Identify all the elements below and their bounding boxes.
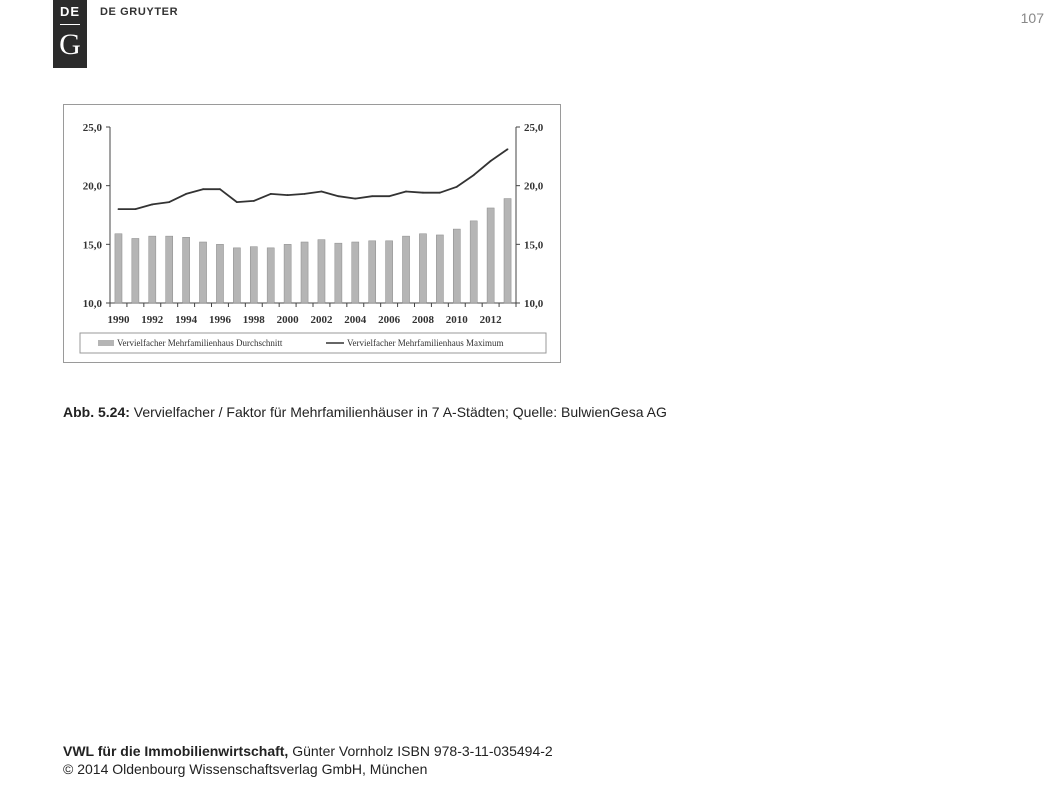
x-tick-label: 2000	[276, 314, 299, 326]
bar-2002	[318, 240, 325, 303]
line-point-2011	[473, 174, 475, 176]
copyright: © 2014 Oldenbourg Wissenschaftsverlag GmbH, München	[63, 761, 428, 777]
x-tick-label: 1994	[175, 314, 198, 326]
bar-1995	[199, 242, 206, 303]
caption-label: Abb. 5.24:	[63, 404, 130, 420]
line-point-2007	[405, 191, 407, 193]
bar-2011	[470, 221, 477, 303]
bar-1990	[115, 234, 122, 303]
chart-container	[63, 104, 561, 363]
legend-label-durchschnitt: Vervielfacher Mehrfamilienhaus Durchschnitt	[117, 338, 283, 348]
line-series-maximum	[119, 149, 508, 209]
bar-2000	[284, 244, 291, 303]
line-point-1996	[219, 188, 221, 190]
footer	[63, 742, 553, 778]
x-tick-label: 2002	[310, 314, 333, 326]
y-tick-label-left: 25,0	[82, 122, 102, 134]
logo-rule	[60, 24, 80, 25]
y-tick-label-right: 10,0	[524, 298, 544, 310]
publisher-name: DE GRUYTER	[100, 6, 179, 18]
line-point-2010	[456, 186, 458, 188]
line-point-1991	[134, 208, 136, 210]
book-info: Günter Vornholz ISBN 978-3-11-035494-2	[292, 743, 553, 759]
bar-2006	[386, 241, 393, 303]
x-tick-label: 2012	[479, 314, 502, 326]
bar-1998	[250, 247, 257, 303]
bar-1991	[132, 238, 139, 303]
y-tick-label-right: 25,0	[524, 122, 544, 134]
y-tick-label-right: 15,0	[524, 239, 544, 252]
legend-label-maximum: Vervielfacher Mehrfamilienhaus Maximum	[347, 338, 504, 348]
bar-1992	[149, 236, 156, 303]
bar-2012	[487, 208, 494, 303]
y-tick-label-left: 10,0	[82, 298, 102, 310]
logo-de: DE	[59, 4, 81, 19]
line-point-2002	[321, 191, 323, 193]
x-tick-label: 1998	[242, 314, 265, 326]
line-point-2009	[439, 192, 441, 194]
line-point-2006	[388, 195, 390, 197]
line-point-1994	[185, 193, 187, 195]
bar-2003	[335, 243, 342, 303]
x-tick-label: 1996	[208, 314, 231, 326]
y-tick-label-left: 20,0	[82, 180, 102, 193]
bar-2008	[419, 234, 426, 303]
chart	[64, 105, 560, 362]
line-point-1995	[202, 188, 204, 190]
line-point-1993	[168, 201, 170, 203]
line-point-1992	[151, 204, 153, 206]
line-point-2001	[304, 193, 306, 195]
publisher-logo	[53, 0, 87, 68]
bar-2001	[301, 242, 308, 303]
line-point-1998	[253, 200, 255, 202]
caption-text: Vervielfacher / Faktor für Mehrfamilienhäuser in 7 A-Städten; Quelle: BulwienGesa AG	[133, 404, 667, 420]
x-tick-label: 2008	[411, 314, 434, 326]
x-tick-label: 2010	[445, 314, 468, 326]
line-point-2003	[337, 195, 339, 197]
bar-1997	[233, 248, 240, 303]
bar-2009	[436, 235, 443, 303]
figure-caption	[63, 404, 667, 420]
bar-2013	[504, 199, 511, 303]
line-point-1990	[118, 208, 120, 210]
bar-2007	[402, 236, 409, 303]
bar-2005	[369, 241, 376, 303]
line-point-1997	[236, 201, 238, 203]
line-point-2000	[287, 194, 289, 196]
book-title: VWL für die Immobilienwirtschaft,	[63, 743, 289, 759]
bar-1999	[267, 248, 274, 303]
line-point-2004	[354, 198, 356, 200]
line-point-2012	[490, 160, 492, 162]
bar-1994	[183, 237, 190, 303]
footer-line-1	[63, 742, 553, 760]
y-tick-label-right: 20,0	[524, 180, 544, 193]
line-point-2013	[507, 148, 509, 150]
legend-swatch-bar	[98, 340, 114, 346]
x-tick-label: 1992	[141, 314, 164, 326]
x-tick-label: 2006	[378, 314, 401, 326]
y-tick-label-left: 15,0	[82, 239, 102, 252]
logo-g: G	[59, 28, 81, 61]
line-point-2008	[422, 192, 424, 194]
page-number: 107	[1020, 10, 1044, 26]
bar-2004	[352, 242, 359, 303]
line-point-2005	[371, 195, 373, 197]
x-tick-label: 1990	[107, 314, 130, 326]
bar-2010	[453, 229, 460, 303]
bar-1993	[166, 236, 173, 303]
line-point-1999	[270, 193, 272, 195]
bar-1996	[216, 244, 223, 303]
x-tick-label: 2004	[344, 314, 367, 326]
